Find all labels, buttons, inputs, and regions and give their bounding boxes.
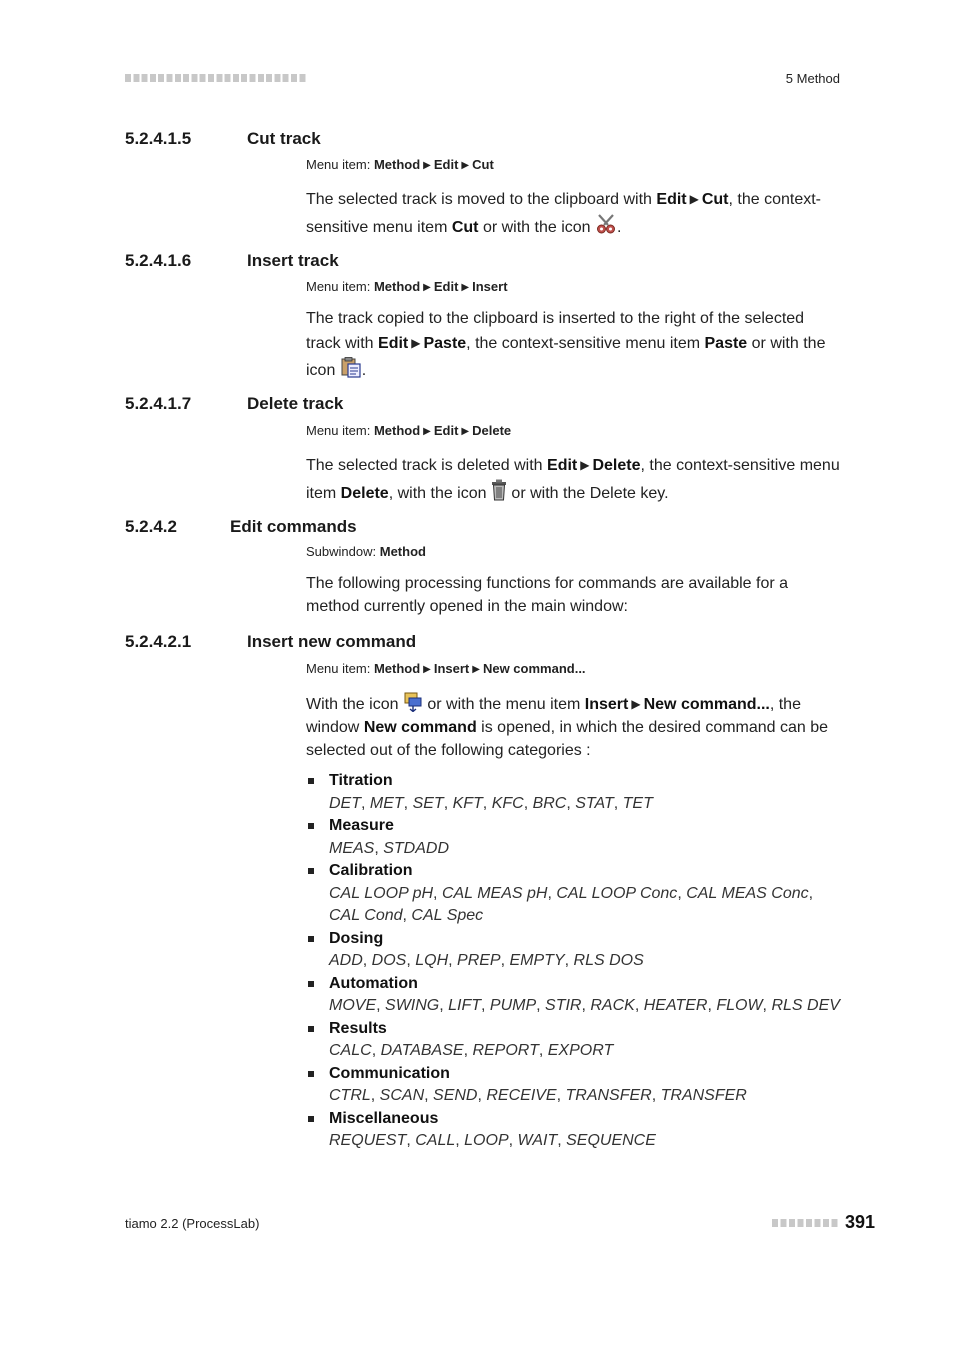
- command-name: CAL Cond: [329, 907, 403, 924]
- command-name: RLS DEV: [771, 997, 840, 1014]
- list-item: [306, 815, 841, 860]
- command-name: CAL MEAS pH: [441, 884, 548, 902]
- subwindow-line: Subwindow: Method: [306, 544, 426, 559]
- bullet: [308, 823, 314, 829]
- paragraph: The selected track is moved to the clipboard with Edit ▶ Cut, the context-sensitive menu item Cut or with the icon .: [306, 191, 821, 236]
- command-name: REPORT: [472, 1042, 539, 1059]
- command-name: CALC: [329, 1042, 372, 1059]
- command-name: KFC: [491, 794, 524, 812]
- command-name: DET: [329, 794, 361, 812]
- section-title: Insert new command: [247, 632, 417, 651]
- category-commands: MEAS, STDADD: [329, 839, 450, 857]
- command-name: CTRL: [329, 1087, 371, 1104]
- bullet: [308, 778, 314, 784]
- bullet: [308, 1071, 314, 1077]
- paragraph: The track copied to the clipboard is inserted to the right of the selected track with Edit ▶ Paste, the context-sensitive menu item Paste or with the icon .: [306, 310, 826, 379]
- command-name: CAL MEAS Conc: [686, 884, 809, 902]
- command-name: SCAN: [379, 1087, 425, 1104]
- command-name: HEATER: [643, 997, 708, 1014]
- command-name: MOVE: [329, 997, 377, 1014]
- command-name: STAT: [575, 794, 614, 812]
- command-name: LQH: [415, 952, 449, 969]
- clipboard-paste-icon: [340, 356, 362, 378]
- command-name: KFT: [452, 794, 483, 812]
- category-commands: CTRL, SCAN, SEND, RECEIVE, TRANSFER, TRANSFER: [329, 1087, 747, 1104]
- category-name: Measure: [329, 817, 394, 834]
- paragraph: The selected track is deleted with Edit ▶ Delete, the context-sensitive menu item Delete, with the icon or with the Delete key.: [306, 457, 840, 502]
- category-name: Calibration: [329, 862, 413, 879]
- section-number: 5.2.4.2.1: [125, 632, 192, 651]
- list-item: [306, 973, 841, 1018]
- command-name: LOOP: [464, 1132, 509, 1149]
- command-name: CAL LOOP Conc: [556, 884, 678, 902]
- paragraph: With the icon or with the menu item Insert ▶ New command..., the window New command is opened, in which the desired command can be selected out of the following categories :: [306, 692, 841, 762]
- command-name: DATABASE: [380, 1042, 464, 1059]
- command-name: RECEIVE: [486, 1087, 557, 1104]
- paragraph: The following processing functions for commands are available for a method currently opened in the main window:: [306, 575, 789, 615]
- list-item: [306, 1063, 841, 1108]
- command-name: DOS: [371, 952, 407, 969]
- command-name: FLOW: [716, 997, 763, 1014]
- section-title: Edit commands: [230, 517, 357, 536]
- category-name: Titration: [329, 772, 393, 789]
- bullet: [308, 868, 314, 874]
- menu-path: Menu item: Method ▶ Edit ▶ Delete: [306, 423, 512, 438]
- category-name: Dosing: [329, 929, 384, 947]
- bullet: [308, 936, 314, 942]
- category-commands: CAL LOOP pH, CAL MEAS pH, CAL LOOP Conc, CAL MEAS Conc, CAL Cond, CAL Spec: [329, 884, 814, 924]
- command-name: TRANSFER: [565, 1087, 652, 1104]
- category-commands: MOVE, SWING, LIFT, PUMP, STIR, RACK, HEATER, FLOW, RLS DEV: [329, 997, 840, 1014]
- command-name: RLS DOS: [573, 952, 644, 969]
- command-name: WAIT: [517, 1132, 558, 1149]
- list-item: [306, 1108, 841, 1153]
- section-number: 5.2.4.1.5: [125, 129, 192, 148]
- header-decoration: [125, 74, 307, 82]
- bullet: [308, 981, 314, 987]
- command-name: TET: [622, 794, 653, 812]
- footer-product: tiamo 2.2 (ProcessLab): [125, 1216, 260, 1231]
- trash-icon: [491, 479, 507, 501]
- footer-decoration: [772, 1219, 840, 1227]
- command-name: STIR: [545, 997, 582, 1014]
- category-name: Automation: [329, 974, 418, 992]
- category-name: Results: [329, 1019, 387, 1037]
- command-name: EXPORT: [547, 1042, 614, 1059]
- section-title: Delete track: [247, 394, 344, 413]
- command-name: PUMP: [489, 997, 537, 1014]
- command-name: LIFT: [448, 997, 482, 1014]
- category-name: Communication: [329, 1064, 450, 1082]
- command-name: PREP: [457, 952, 501, 969]
- section-title: Cut track: [247, 129, 321, 148]
- command-name: STDADD: [383, 839, 450, 857]
- list-item: [306, 928, 841, 973]
- command-name: CAL Spec: [411, 907, 484, 924]
- bullet: [308, 1116, 314, 1122]
- command-name: REQUEST: [329, 1132, 407, 1149]
- scissors-icon: [595, 213, 617, 235]
- menu-path: Menu item: Method ▶ Edit ▶ Insert: [306, 279, 508, 294]
- bullet: [308, 1026, 314, 1032]
- category-commands: DET, MET, SET, KFT, KFC, BRC, STAT, TET: [329, 794, 653, 812]
- command-name: CALL: [415, 1132, 456, 1149]
- command-name: CAL LOOP pH: [329, 884, 434, 902]
- category-commands: ADD, DOS, LQH, PREP, EMPTY, RLS DOS: [329, 952, 644, 969]
- new-command-icon: [403, 692, 423, 712]
- list-item: [306, 770, 841, 815]
- command-name: SEQUENCE: [566, 1132, 656, 1149]
- menu-path: Menu item: Method ▶ Insert ▶ New command...: [306, 661, 586, 676]
- command-name: EMPTY: [509, 952, 565, 969]
- category-commands: REQUEST, CALL, LOOP, WAIT, SEQUENCE: [329, 1132, 656, 1149]
- list-item: [306, 1018, 841, 1063]
- list-item: [306, 860, 841, 928]
- command-name: SWING: [385, 997, 440, 1014]
- command-name: BRC: [532, 794, 567, 812]
- command-name: RACK: [590, 997, 635, 1014]
- command-name: MEAS: [329, 839, 375, 857]
- header-chapter: 5 Method: [785, 71, 840, 86]
- command-name: ADD: [329, 952, 363, 969]
- command-name: MET: [369, 794, 404, 812]
- category-commands: CALC, DATABASE, REPORT, EXPORT: [329, 1042, 614, 1059]
- command-name: SET: [412, 794, 444, 812]
- command-name: TRANSFER: [660, 1087, 747, 1104]
- section-number: 5.2.4.2: [125, 517, 177, 536]
- section-number: 5.2.4.1.6: [125, 251, 192, 270]
- menu-path: Menu item: Method ▶ Edit ▶ Cut: [306, 157, 494, 172]
- category-name: Miscellaneous: [329, 1109, 439, 1127]
- section-number: 5.2.4.1.7: [125, 394, 192, 413]
- page-number: 391: [845, 1212, 876, 1232]
- section-title: Insert track: [247, 251, 339, 270]
- command-name: SEND: [433, 1087, 478, 1104]
- category-list: [306, 770, 841, 1153]
